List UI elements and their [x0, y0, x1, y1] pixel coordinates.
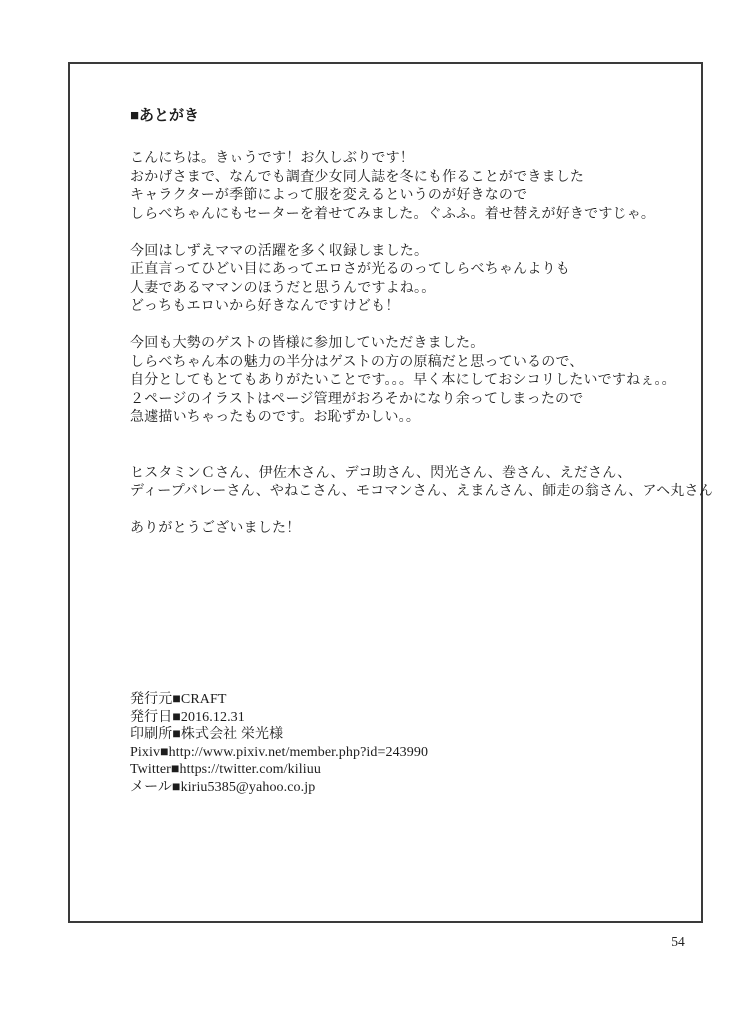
guest-credits	[130, 465, 713, 502]
afterword-heading: ■あとがき	[130, 108, 200, 124]
colophon-label: 発行日	[130, 709, 173, 725]
square-separator: ■	[170, 762, 180, 777]
page-border-frame	[68, 62, 713, 923]
colophon-twitter-line	[130, 761, 690, 779]
text-line: 正直言ってひどい目にあってエロさが光るのってしらべちゃんよりも	[130, 262, 570, 277]
text-line: 自分としてもとてもありがたいことです。。。早く本にしておシコリしたいですねぇ。。	[130, 373, 676, 388]
text-line: こんにちは。きぃうです！お久しぶりです！	[130, 151, 414, 166]
text-line: しらべちゃんにもセーターを着せてみました。ぐふふ。着せ替えが好きですじゃ。	[130, 206, 656, 222]
page-number: 54	[671, 934, 685, 949]
text-line: 急遽描いちゃったものです。お恥ずかしい。。	[130, 410, 421, 425]
text-line: 今回はしずえママの活躍を多く収録しました。	[130, 243, 429, 259]
text-line: どっちもエロいから好きなんですけども！	[130, 299, 400, 314]
colophon-value: 2016.12.31	[180, 709, 245, 725]
thanks-line: ありがとうございました！	[130, 521, 301, 536]
colophon-publisher-line	[130, 691, 690, 709]
square-separator: ■	[160, 744, 169, 760]
colophon-value: CRAFT	[180, 692, 227, 707]
text-line: しらべちゃん本の魅力の半分はゲストの方の原稿だと思っているので、	[130, 354, 584, 370]
text-line: 今回も大勢のゲストの皆様に参加していただきました。	[130, 336, 485, 351]
guest-credits-line: ヒスタミンＣさん、伊佐木さん、デコ助さん、閃光さん、巻さん、えださん、	[130, 465, 632, 481]
text-line: 人妻であるママンのほうだと思うんですよね。。	[130, 280, 436, 296]
square-separator: ■	[172, 727, 181, 742]
afterword-paragraph-2	[130, 243, 690, 317]
colophon-label: Pixiv	[130, 744, 161, 760]
colophon	[130, 691, 690, 796]
square-separator: ■	[172, 709, 181, 725]
square-separator: ■	[172, 692, 181, 707]
afterword-paragraph-1	[130, 150, 690, 224]
colophon-label: メール	[130, 779, 173, 795]
colophon-label: Twitter	[130, 762, 171, 777]
colophon-value twitter-url: https://twitter.com/kiliuu	[179, 762, 321, 777]
colophon-value email-address: kiriu5385@yahoo.co.jp	[180, 779, 316, 795]
text-line: ２ページのイラストはページ管理がおろそかになり余ってしまったので	[130, 391, 584, 407]
text-line: キャラクターが季節によって服を変えるというのが好きなので	[130, 188, 528, 203]
colophon-printer-line	[130, 726, 690, 744]
colophon-email-line	[130, 779, 690, 797]
afterword-paragraph-3	[130, 335, 690, 428]
square-separator: ■	[172, 779, 181, 795]
colophon-value: 株式会社 栄光様	[180, 727, 284, 742]
guest-credits-line: ディープバレーさん、やねこさん、モコマンさん、えまんさん、師走の翁さん、アヘ丸さん	[130, 484, 713, 499]
colophon-value pixiv-url: http://www.pixiv.net/member.php?id=243990	[168, 744, 429, 760]
text-line: おかげさまで、なんでも調査少女同人誌を冬にも作ることができました	[130, 169, 585, 185]
colophon-date-line	[130, 709, 690, 727]
colophon-pixiv-line	[130, 744, 690, 762]
colophon-label: 発行元	[130, 692, 173, 707]
afterword-body	[130, 107, 713, 539]
colophon-label: 印刷所	[130, 727, 173, 742]
